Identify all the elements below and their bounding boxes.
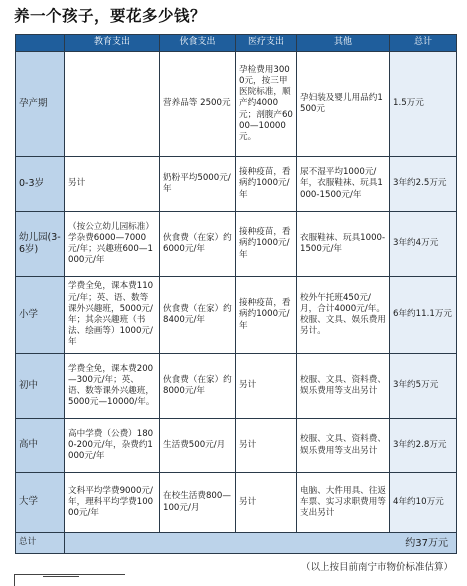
stage-cell: 大学 [16,473,65,533]
other-cell: 尿不湿平均1000元/年，衣服鞋袜、玩具1000-1500元/年 [297,157,390,212]
food-cell: 奶粉平均5000元/年 [160,157,236,212]
education-cell: （按公立幼儿园标准）学杂费6000—7000元/年；兴趣班600—1000元/年 [65,212,160,277]
stage-cell: 小学 [16,277,65,354]
medical-cell: 接种疫苗，看病约1000元/年 [236,277,297,354]
grand-total-row [16,533,457,554]
footnote: （以上按目前南宁市物价标准估算） [300,562,453,573]
grand-total-label: 总计 [16,533,65,554]
other-cell: 校服、文具、资料费、娱乐费用等支出另计 [297,419,390,473]
bottom-corner-decoration [14,574,125,586]
food-cell: 在校生活费800—100元/月 [160,473,236,533]
food-cell: 生活费500元/月 [160,419,236,473]
education-cell: 学费全免，课本费110元/年；英、语、数等课外兴趣班，5000元/年；其余兴趣班（书法、绘画等）1000元/年 [65,277,160,354]
other-cell: 校服、文具、资料费、娱乐费用等支出另计 [297,354,390,419]
education-cell: 另计 [65,157,160,212]
header-education: 教育支出 [65,35,160,52]
medical-cell: 接种疫苗，看病约1000元/年 [236,157,297,212]
total-cell: 1.5万元 [390,52,457,157]
grand-total-value: 约37万元 [65,533,457,554]
header-stage [16,35,65,52]
other-cell: 衣服鞋袜、玩具1000-1500元/年 [297,212,390,277]
table-row [16,419,457,473]
medical-cell: 另计 [236,354,297,419]
total-cell: 3年约2.8万元 [390,419,457,473]
header-food: 伙食支出 [160,35,236,52]
table-header-row [16,35,457,52]
education-cell: 学费全免，课本费200—300元/年；英、语、数等课外兴趣班，5000元—10000/年。 [65,354,160,419]
other-cell: 校外午托班450元/月，合计4000元/年。校服、文具、娱乐费用另计。 [297,277,390,354]
education-cell: 高中学费（公费）1800-200元/年，杂费约1000元/年 [65,419,160,473]
table-row [16,473,457,533]
cost-table [15,34,457,554]
food-cell: 伙食费（在家）约6000元/年 [160,212,236,277]
header-other: 其他 [297,35,390,52]
header-medical: 医疗支出 [236,35,297,52]
other-cell: 孕妇装及婴儿用品约1500元 [297,52,390,157]
food-cell: 伙食费（在家）约8000元/年 [160,354,236,419]
table-row [16,212,457,277]
header-total: 总计 [390,35,457,52]
medical-cell: 另计 [236,419,297,473]
stage-cell: 幼儿园(3-6岁) [16,212,65,277]
table-row [16,157,457,212]
table-row [16,277,457,354]
stage-cell: 初中 [16,354,65,419]
medical-cell: 接种疫苗，看病约1000元/年 [236,212,297,277]
stage-cell: 高中 [16,419,65,473]
total-cell: 3年约5万元 [390,354,457,419]
stage-cell: 0-3岁 [16,157,65,212]
table-row [16,354,457,419]
table-row [16,52,457,157]
education-cell [65,52,160,157]
page-title: 养一个孩子，要花多少钱？ [14,7,207,25]
food-cell: 营养品等 2500元 [160,52,236,157]
total-cell: 4年约10万元 [390,473,457,533]
stage-cell: 孕产期 [16,52,65,157]
total-cell: 3年约2.5万元 [390,157,457,212]
total-cell: 6年约11.1万元 [390,277,457,354]
other-cell: 电脑、大件用具、往返车票、实习求职费用等支出另计 [297,473,390,533]
total-cell: 3年约4万元 [390,212,457,277]
medical-cell: 孕检费用3000元，按三甲医院标准，顺产约4000元；剖腹产6000—10000元。 [236,52,297,157]
food-cell: 伙食费（在家）约8400元/年 [160,277,236,354]
medical-cell: 另计 [236,473,297,533]
education-cell: 文科平均学费9000元/年，理科平均学费10000元/年 [65,473,160,533]
